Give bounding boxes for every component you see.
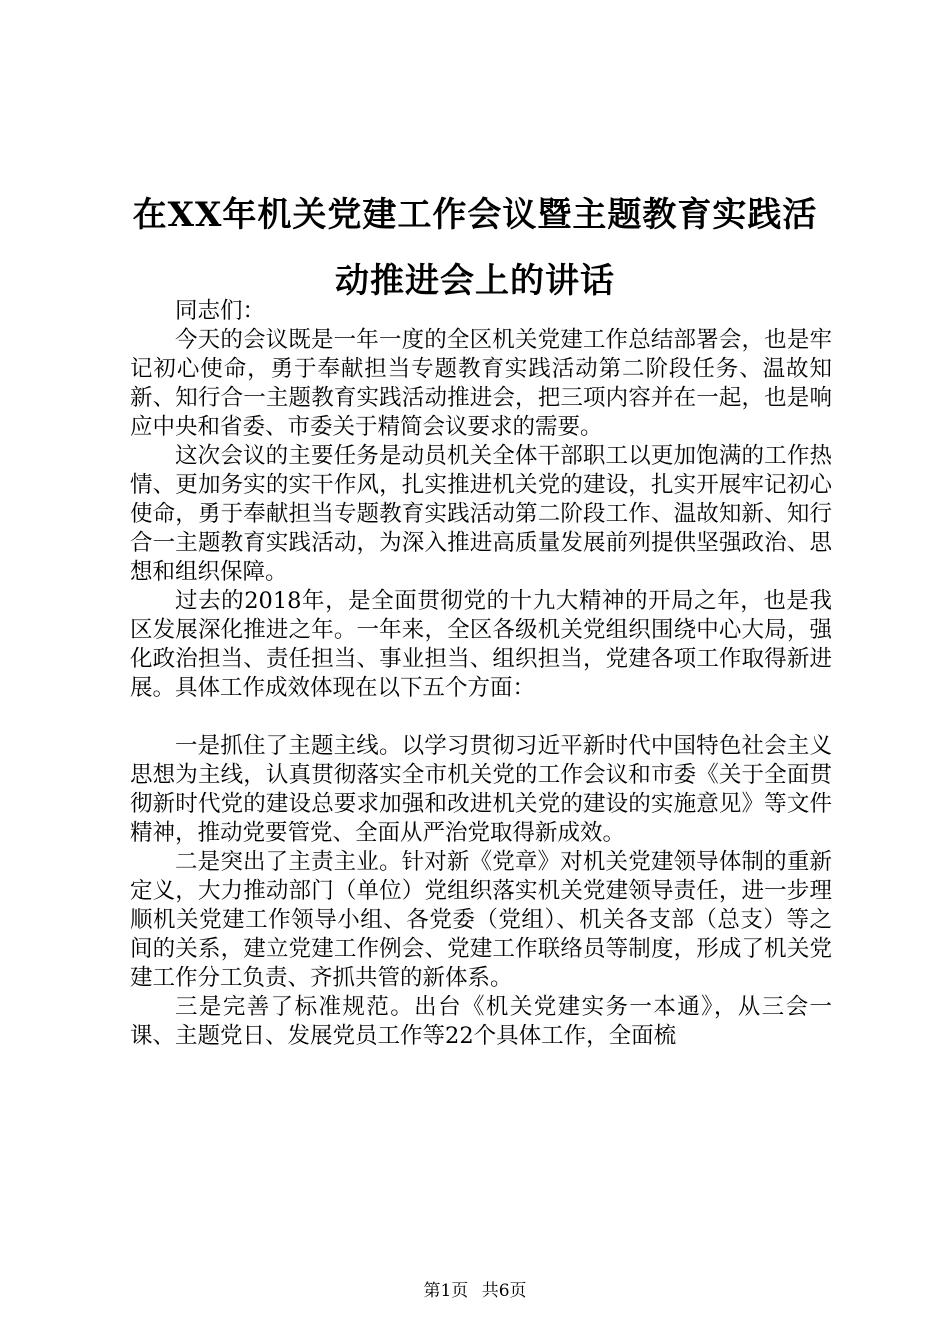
page-footer [0, 1276, 950, 1301]
document-body [130, 297, 832, 1051]
page-number: 第1页 [423, 1281, 469, 1301]
paragraph-4: 一是抓住了主题主线。以学习贯彻习近平新时代中国特色社会主义思想为主线，认真贯彻落实全市机关党的工作会议和市委《关于全面贯彻新时代党的建设总要求加强和改进机关党的建设的实施意见》等文件精神，推动党要管党、全面从严治党取得新成效。 [130, 733, 832, 846]
paragraph-6: 三是完善了标准规范。出台《机关党建实务一本通》，从三会一课、主题党日、发展党员工作等22个具体工作，全面梳 [130, 994, 832, 1049]
paragraph-3: 过去的2018年，是全面贯彻党的十九大精神的开局之年，也是我区发展深化推进之年。一年来，全区各级机关党组织围绕中心大局，强化政治担当、责任担当、事业担当、组织担当，党建各项工作取得新进展。具体工作成效体现在以下五个方面： [130, 588, 832, 701]
title-line-2: 动推进会上的讲话 [335, 261, 615, 301]
paragraph-1: 今天的会议既是一年一度的全区机关党建工作总结部署会，也是牢记初心使命，勇于奉献担当专题教育实践活动第二阶段任务、温故知新、知行合一主题教育实践活动推进会，把三项内容并在一起，也是响应中央和省委、市委关于精简会议要求的需要。 [130, 327, 832, 440]
paragraph-2: 这次会议的主要任务是动员机关全体干部职工以更加饱满的工作热情、更加务实的实干作风，扎实推进机关党的建设，扎实开展牢记初心使命，勇于奉献担当专题教育实践活动第二阶段工作、温故知新、知行合一主题教育实践活动，为深入推进高质量发展前列提供坚强政治、思想和组织保障。 [130, 443, 832, 585]
title-line-1: 在XX年机关党建工作会议暨主题教育实践活 [132, 195, 818, 235]
salutation: 同志们： [175, 298, 266, 324]
page-total: 共6页 [481, 1281, 527, 1301]
document-title [120, 182, 830, 314]
paragraph-5: 二是突出了主责主业。针对新《党章》对机关党建领导体制的重新定义，大力推动部门（单位）党组织落实机关党建领导责任，进一步理顺机关党建工作领导小组、各党委（党组）、机关各支部（总支）等之间的关系，建立党建工作例会、党建工作联络员等制度，形成了机关党建工作分工负责、齐抓共管的新体系。 [130, 849, 832, 991]
